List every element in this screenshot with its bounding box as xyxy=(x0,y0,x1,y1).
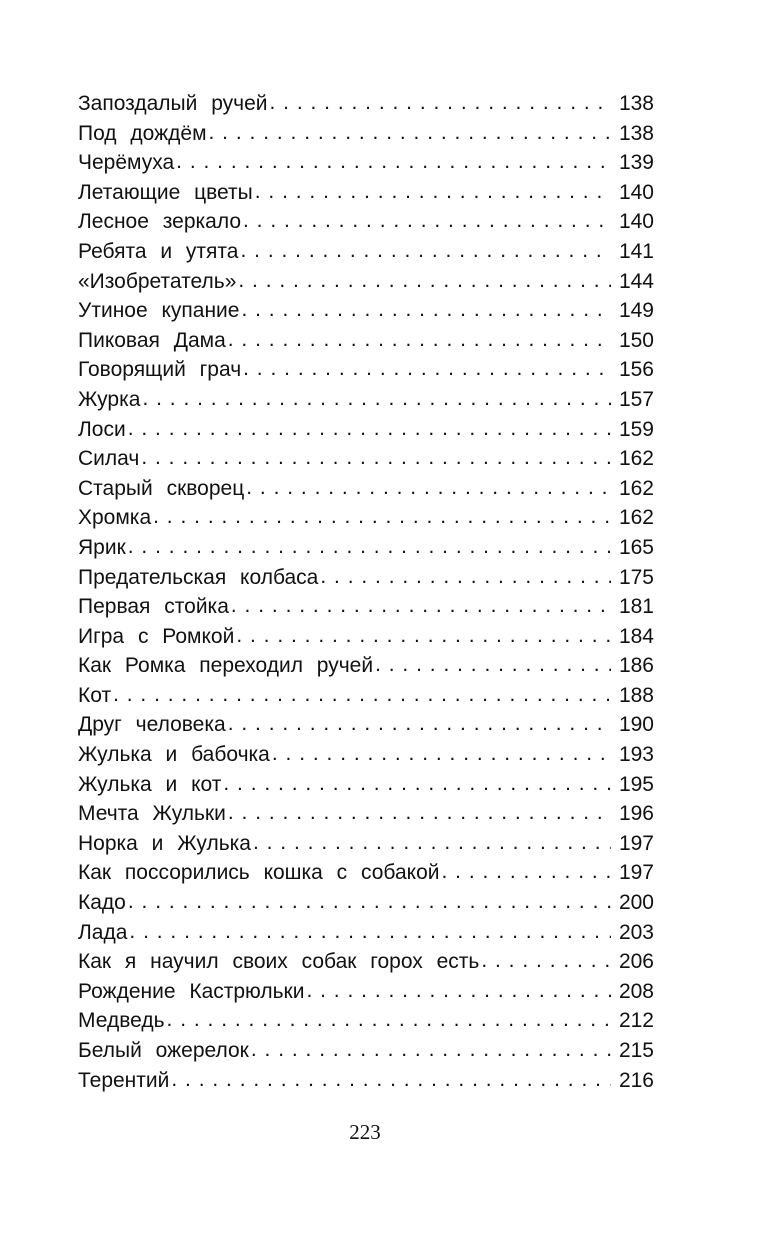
dot-leader xyxy=(129,917,611,947)
dot-leader xyxy=(243,354,611,384)
dot-leader xyxy=(236,621,611,651)
toc-entry-page: 150 xyxy=(618,328,654,352)
dot-leader xyxy=(153,502,611,532)
toc-entry-page: 206 xyxy=(618,950,654,974)
toc-entry xyxy=(78,326,654,356)
toc-entry xyxy=(78,267,654,297)
dot-leader xyxy=(167,1005,611,1035)
toc-entry-title: Запоздалый ручей xyxy=(78,92,268,115)
toc-entry-title: Лада xyxy=(78,920,128,944)
toc-entry xyxy=(78,415,654,445)
toc-entry-page: 197 xyxy=(618,831,654,855)
dot-leader xyxy=(231,591,611,621)
dot-leader xyxy=(176,147,611,177)
dot-leader xyxy=(442,857,612,887)
dot-leader xyxy=(113,680,611,710)
toc-entry xyxy=(78,89,654,119)
toc-entry-page: 188 xyxy=(618,683,654,707)
dot-leader xyxy=(228,325,611,355)
toc-entry xyxy=(78,651,654,681)
toc-entry xyxy=(78,533,654,563)
toc-entry-title: Силач xyxy=(78,447,140,471)
toc-entry xyxy=(78,622,654,652)
dot-leader xyxy=(228,798,611,828)
toc-entry-title: Мечта Жульки xyxy=(78,802,226,826)
toc-entry-page: 195 xyxy=(618,772,654,796)
dot-leader xyxy=(223,769,611,799)
toc-entry-page: 190 xyxy=(618,713,654,737)
toc-entry xyxy=(78,503,654,533)
toc-entry xyxy=(78,207,654,237)
dot-leader xyxy=(375,650,611,680)
toc-entry-title: Как Ромка переходил ручей xyxy=(78,654,374,678)
dot-leader xyxy=(128,414,611,444)
toc-entry-title: Как я научил своих собак горох есть xyxy=(78,950,480,974)
toc-entry xyxy=(78,563,654,593)
toc-entry-title: Первая стойка xyxy=(78,595,229,619)
toc-entry-title: Утиное купание xyxy=(78,299,240,323)
toc-entry-page: 162 xyxy=(618,476,654,500)
dot-leader xyxy=(320,562,611,592)
toc-entry-title: Кот xyxy=(78,683,112,707)
toc-entry-title: Лесное зеркало xyxy=(78,210,241,234)
toc-entry-page: 216 xyxy=(618,1068,654,1092)
toc-entry xyxy=(78,858,654,888)
toc-entry-page: 162 xyxy=(618,447,654,471)
toc-entry-page: 186 xyxy=(618,654,654,678)
toc-entry xyxy=(78,947,654,977)
toc-entry-title: Жулька и кот xyxy=(78,772,222,796)
toc-entry-title: Рождение Кастрюльки xyxy=(78,979,305,1003)
toc-entry-page: 144 xyxy=(618,269,654,293)
toc-entry-title: Пиковая Дама xyxy=(78,328,226,352)
toc-entry xyxy=(78,148,654,178)
toc-entry-title: Белый ожерелок xyxy=(78,1039,249,1062)
toc-entry-title: Терентий xyxy=(78,1068,170,1092)
toc-entry-page: 138 xyxy=(618,92,654,115)
toc-entry xyxy=(78,178,654,208)
toc-entry-page: 165 xyxy=(618,535,654,559)
toc-entry-title: Старый скворец xyxy=(78,476,245,500)
dot-leader xyxy=(128,532,611,562)
toc-entry-title: Черёмуха xyxy=(78,151,175,175)
toc-entry-page: 138 xyxy=(618,121,654,145)
toc-entry-page: 196 xyxy=(618,802,654,826)
toc-entry xyxy=(78,237,654,267)
dot-leader xyxy=(240,236,611,266)
toc-entry-title: Журка xyxy=(78,387,141,411)
toc-entry-page: 157 xyxy=(618,387,654,411)
toc-entry-title: Как поссорились кошка с собакой xyxy=(78,861,440,885)
dot-leader xyxy=(272,739,611,769)
dot-leader xyxy=(228,709,611,739)
toc-entry-page: 215 xyxy=(618,1039,654,1062)
toc-entry xyxy=(78,710,654,740)
toc-entry-page: 139 xyxy=(618,151,654,175)
dot-leader xyxy=(209,118,611,148)
toc-entry-title: Лоси xyxy=(78,417,126,441)
toc-entry xyxy=(78,296,654,326)
toc-entry-title: Ярик xyxy=(78,535,126,559)
dot-leader xyxy=(142,384,611,414)
toc-entry-page: 159 xyxy=(618,417,654,441)
dot-leader xyxy=(241,295,611,325)
page-number: 223 xyxy=(349,1120,381,1144)
toc-entry-page: 203 xyxy=(618,920,654,944)
toc-entry-title: «Изобретатель» xyxy=(78,269,237,293)
toc-entry-page: 212 xyxy=(618,1009,654,1033)
toc-entry-page: 141 xyxy=(618,239,654,263)
toc-entry xyxy=(78,444,654,474)
dot-leader xyxy=(238,266,611,296)
toc-entry-page: 156 xyxy=(618,358,654,382)
toc-entry xyxy=(78,474,654,504)
toc-entry-page: 140 xyxy=(618,180,654,204)
toc-entry xyxy=(78,1036,654,1066)
toc-entry xyxy=(78,592,654,622)
toc-entry xyxy=(78,918,654,948)
toc-entry xyxy=(78,1066,654,1096)
toc-entry-page: 193 xyxy=(618,743,654,767)
table-of-contents xyxy=(78,89,654,1095)
toc-entry-title: Ребята и утята xyxy=(78,239,239,263)
toc-entry xyxy=(78,888,654,918)
dot-leader xyxy=(306,976,611,1006)
toc-entry xyxy=(78,681,654,711)
dot-leader xyxy=(253,828,611,858)
dot-leader xyxy=(171,1065,611,1095)
toc-entry-page: 184 xyxy=(618,624,654,648)
toc-entry-title: Хромка xyxy=(78,506,152,530)
toc-entry-title: Предательская колбаса xyxy=(78,565,319,589)
dot-leader xyxy=(246,473,611,503)
toc-entry-title: Норка и Жулька xyxy=(78,831,251,855)
toc-entry xyxy=(78,1006,654,1036)
toc-entry-page: 208 xyxy=(618,979,654,1003)
toc-entry-title: Кадо xyxy=(78,891,126,915)
toc-entry-title: Медведь xyxy=(78,1009,165,1033)
toc-entry-page: 149 xyxy=(618,299,654,323)
toc-entry xyxy=(78,385,654,415)
dot-leader xyxy=(243,206,611,236)
dot-leader xyxy=(481,946,611,976)
dot-leader xyxy=(255,177,611,207)
toc-entry xyxy=(78,740,654,770)
toc-entry-page: 175 xyxy=(618,565,654,589)
toc-entry-page: 197 xyxy=(618,861,654,885)
toc-entry-title: Говорящий грач xyxy=(78,358,242,382)
toc-entry-page: 181 xyxy=(618,595,654,619)
toc-entry-page: 140 xyxy=(618,210,654,234)
toc-entry-title: Жулька и бабочка xyxy=(78,743,270,767)
dot-leader xyxy=(128,887,611,917)
dot-leader xyxy=(141,443,611,473)
toc-entry xyxy=(78,355,654,385)
toc-entry-title: Под дождём xyxy=(78,121,207,145)
toc-entry xyxy=(78,799,654,829)
dot-leader xyxy=(269,88,611,118)
toc-entry xyxy=(78,977,654,1007)
toc-entry xyxy=(78,829,654,859)
toc-entry xyxy=(78,119,654,149)
toc-entry-page: 200 xyxy=(618,891,654,915)
toc-entry-page: 162 xyxy=(618,506,654,530)
toc-entry-title: Игра с Ромкой xyxy=(78,624,235,648)
toc-entry-title: Друг человека xyxy=(78,713,226,737)
toc-entry xyxy=(78,770,654,800)
toc-entry-title: Летающие цветы xyxy=(78,180,253,204)
dot-leader xyxy=(251,1035,611,1065)
